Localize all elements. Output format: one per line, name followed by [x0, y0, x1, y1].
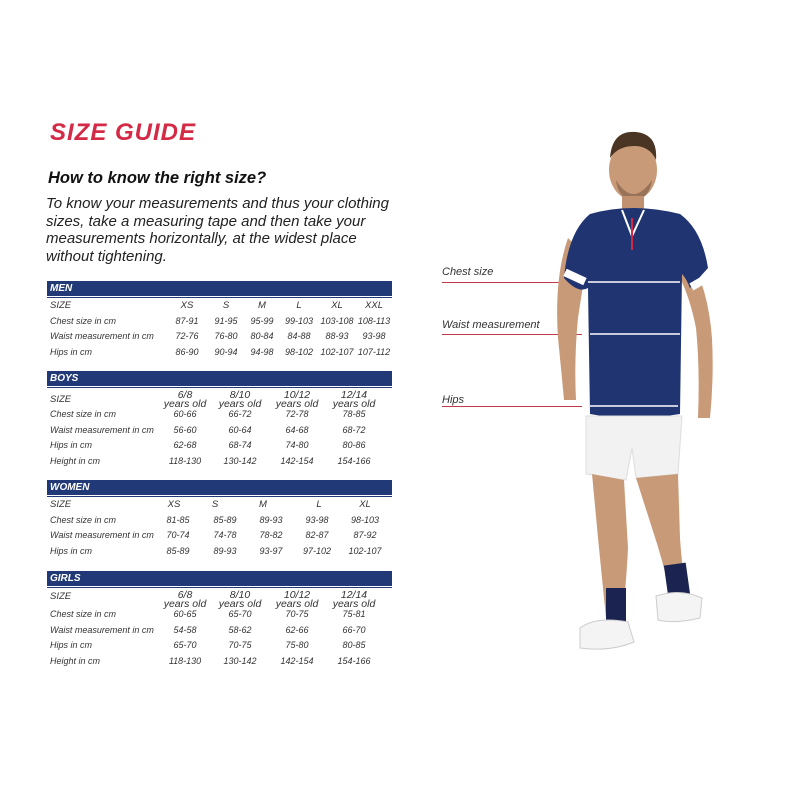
right-shoe-shape [656, 592, 702, 621]
men-size-label: SIZE [50, 300, 72, 311]
table-row: Waist measurement in cm 70-74 74-78 78-82 82-87 87-92 [50, 530, 377, 540]
table-row: Chest size in cm 81-85 85-89 89-93 93-98 98-103 [50, 514, 380, 525]
men-header-row [47, 298, 392, 314]
table-row: Hips in cm 86-90 90-94 94-98 98-102 102-107 107-112 [50, 346, 391, 357]
girls-size-table [47, 571, 392, 669]
men-size-l: L [296, 300, 302, 311]
boys-size-table [47, 371, 392, 469]
girls-size-label: SIZE [50, 591, 72, 602]
men-size-s: S [222, 300, 230, 311]
boys-heading: BOYS [47, 371, 392, 386]
table-row: Chest size in cm 87-91 91-95 95-99 99-103 103-108 108-113 [50, 315, 391, 326]
left-shoe-shape [580, 620, 634, 649]
women-size-table [47, 480, 392, 559]
chest-callout-label: Chest size [442, 266, 494, 278]
table-row: Hips in cm 65-70 70-75 75-80 80-85 [50, 640, 366, 650]
shorts-shape [586, 416, 682, 480]
men-size-table [47, 281, 392, 360]
table-row: Waist measurement in cm 54-58 58-62 62-66 66-70 [50, 624, 366, 635]
men-size-xl: XL [331, 300, 343, 311]
table-row: Chest size in cm 60-66 66-72 72-78 78-85 [50, 409, 366, 419]
boys-header-row: SIZE 6/8 years old 8/10 years old 10/12 years old 12/14 years old [50, 389, 376, 410]
men-size-m: M [258, 300, 266, 311]
boys-size-label: SIZE [50, 394, 72, 405]
model-figure-image [540, 118, 730, 678]
men-size-xxl: XXL [365, 300, 383, 311]
table-row: Waist measurement in cm 72-76 76-80 80-84 84-88 88-93 93-98 [50, 331, 386, 341]
women-size-label: SIZE [50, 499, 72, 510]
table-row: Hips in cm 85-89 89-93 93-97 97-102 102-107 [50, 545, 382, 556]
page-title: SIZE GUIDE [50, 119, 197, 146]
table-row: Height in cm 118-130 130-142 142-154 154-166 [50, 655, 371, 666]
women-header-row: SIZE XS S M L XL [50, 499, 371, 510]
girls-header-row: SIZE 6/8 years old 8/10 years old 10/12 years old 12/14 years old [50, 589, 376, 610]
table-row: Waist measurement in cm 56-60 60-64 64-68 68-72 [50, 424, 366, 435]
intro-text: To know your measurements and thus your clothing sizes, take a measuring tape and then take your measurements horizontally, at the widest place without tightening. [46, 195, 389, 265]
waist-callout-label: Waist measurement [442, 319, 540, 331]
table-row: Chest size in cm 60-65 65-70 70-75 75-81 [50, 609, 366, 619]
table-row: Height in cm 118-130 130-142 142-154 154-166 [50, 455, 371, 466]
left-sock-shape [606, 588, 626, 624]
shirt-shape [564, 208, 708, 418]
men-size-xs: XS [180, 300, 194, 311]
girls-heading: GIRLS [47, 571, 392, 586]
hips-callout-label: Hips [442, 394, 465, 406]
women-heading: WOMEN [47, 480, 392, 495]
page-subtitle: How to know the right size? [48, 169, 267, 187]
men-heading: MEN [47, 281, 392, 296]
table-row: Hips in cm 62-68 68-74 74-80 80-86 [50, 440, 366, 450]
